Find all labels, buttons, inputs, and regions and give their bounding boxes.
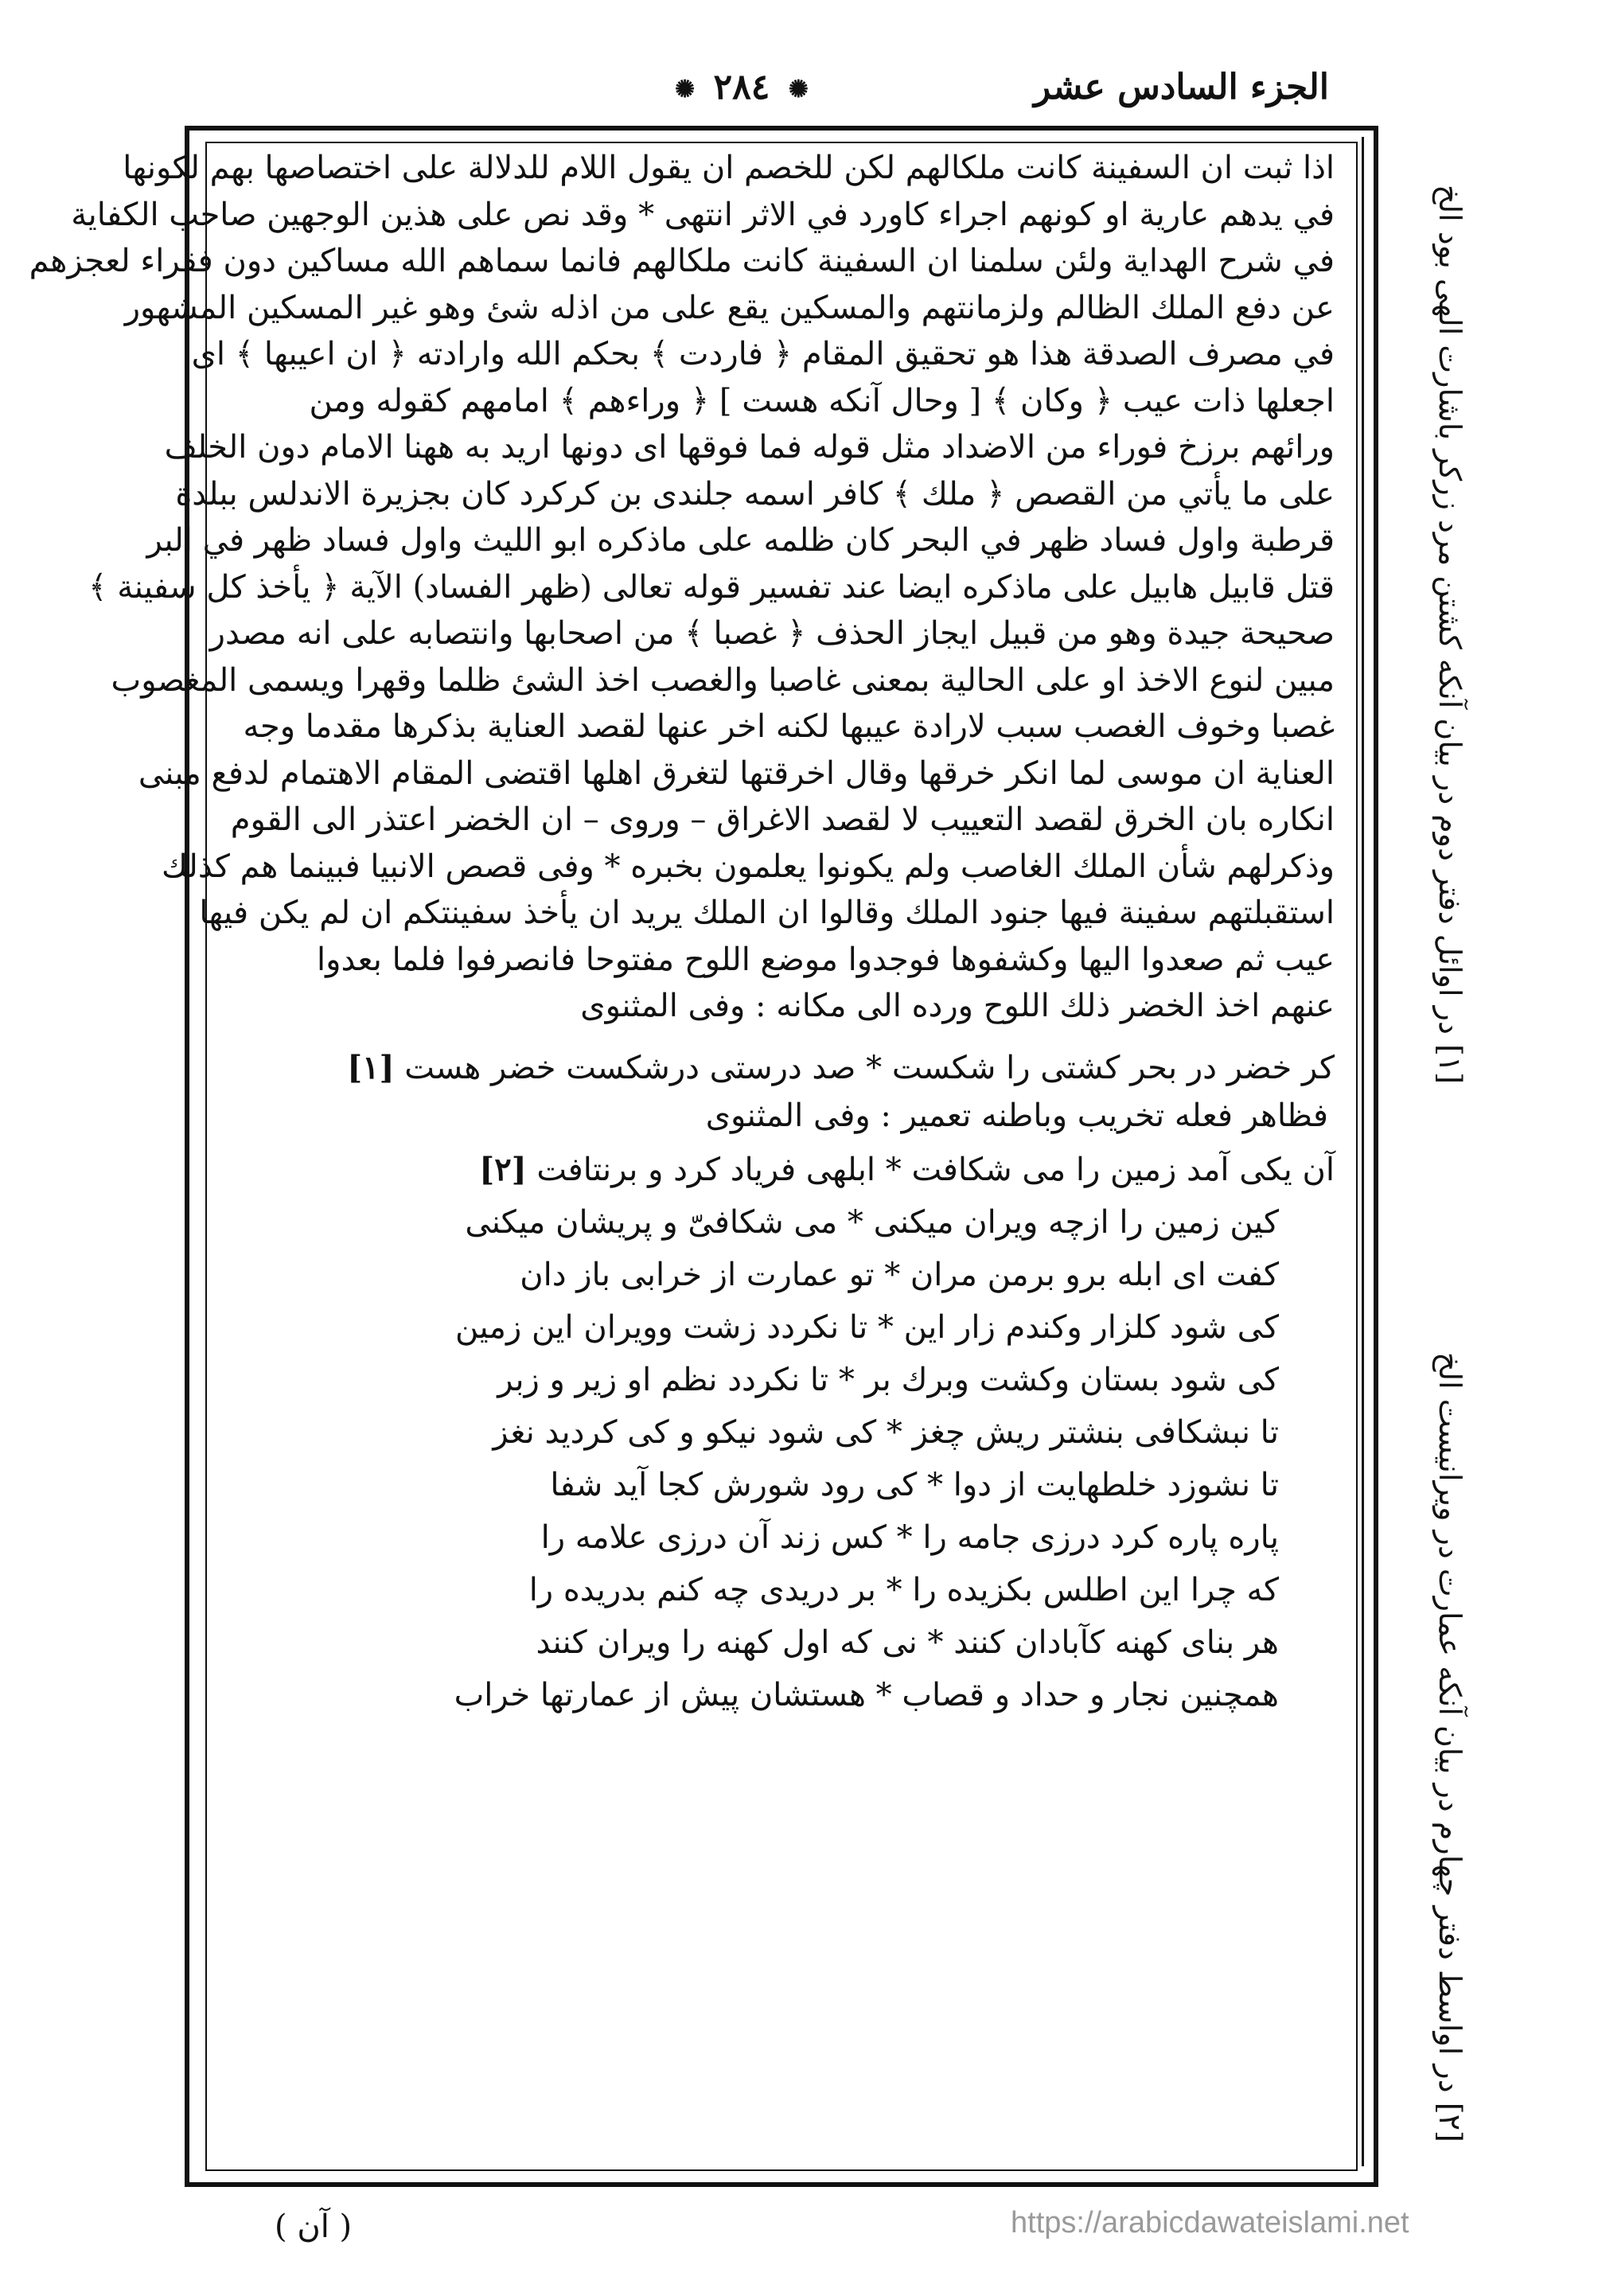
text-line: في يدهم عارية او كونهم اجراء كاورد في الاثر انتهى * وقد نص على هذين الوجهين صاحب الكفاية: [71, 196, 1335, 233]
verse-ref-marker: [٢]: [479, 1151, 527, 1188]
verse-line: كفت اى ابله برو برمن مران * تو عمارت از خرابى باز دان: [520, 1257, 1279, 1293]
verse-line: همچنين نجار و حداد و قصاب * هستشان پيش از عمارتها خراب: [454, 1677, 1279, 1713]
page-number-group: [668, 67, 815, 107]
text-line: غصبا وخوف الغصب سبب لارادة عيبها لكنه اخر عنها لقصد العناية بذكرها مقدما وجه: [243, 708, 1335, 745]
ornament-left-icon: ✺: [675, 76, 696, 103]
text-line: عن دفع الملك الظالم ولزمانتهم والمسكين يقع على من اذله شئ وهو غير المسكين المشهور: [124, 289, 1335, 326]
text-line: مبين لنوع الاخذ او على الحالية بمعنى غاصبا والغصب اخذ الشئ ظلما وقهرا ويسمى المغصوب: [111, 661, 1335, 699]
text-line: وذكرلهم شأن الملك الغاصب ولم يكونوا يعلمون بخبره * وفى قصص الانبيا فبينما هم كذلك: [161, 848, 1335, 885]
verse-line: كى شود بستان وكشت وبرك بر * تا نكردد نظم او زير و زبر: [497, 1362, 1279, 1398]
text-line: في شرح الهداية ولئن سلمنا ان السفينة كانت ملكالهم فانما سماهم الله مساكين دون فقراء لعجزهم: [29, 243, 1335, 279]
part-title: الجزء السادس عشر: [1033, 67, 1329, 107]
verse-line: پاره پاره كرد درزى جامه را * كس زند آن درزى علامه را: [540, 1519, 1279, 1556]
verse-text: آن يكى آمد زمين را مى شكافت * ابلهى فرياد كرد و برنتافت: [536, 1152, 1335, 1188]
verse-ref-marker: [١]: [347, 1049, 395, 1086]
text-line: قتل قابيل هابيل على ماذكره ايضا عند تفسير قوله تعالى (ظهر الفساد) الآية ﴿ يأخذ كل سفينة ﴾: [88, 568, 1335, 606]
verse-one: [220, 1044, 1335, 1140]
page-header: [159, 67, 1329, 123]
text-line: قرطبة واول فساد ظهر في البحر كان ظلمه على ماذكره ابو الليث واول فساد ظهر في البر: [146, 522, 1335, 559]
margin-note-1: [١] در اوائل دفتر دوم در بيان آنكه كشتن مرد زركر باشارت الهى بود الخ: [1432, 184, 1467, 1084]
watermark-link[interactable]: https://arabicdawateislami.net: [1011, 2206, 1409, 2239]
text-line: انكاره بان الخرق لقصد التعييب لا لقصد الاغراق – وروى – ان الخضر اعتذر الى القوم: [230, 801, 1335, 838]
text-line: اذا ثبت ان السفينة كانت ملكالهم لكن للخصم ان يقول اللام للدلالة على اختصاصها بهم لكونها: [123, 150, 1335, 186]
text-line: اجعلها ذات عيب ﴿ وكان ﴾ [ وحال آنكه هست ] ﴿ وراءهم ﴾ امامهم كقوله ومن: [309, 382, 1335, 419]
text-line: عيب ثم صعدوا اليها وكشفوها فوجدوا موضع اللوح مفتوحا فانصرفوا فلما بعدوا: [317, 941, 1335, 978]
main-text-column: [29, 137, 1364, 2166]
margin-note-2: [٢] در اواسط دفتر چهارم در بيان آنكه عمارت در ويرانيست الخ: [1432, 1352, 1467, 2142]
verse-line: [220, 1044, 1335, 1092]
verse-line: هر بناى كهنه كآبادان كنند * نى كه اول كهنه را ويران كنند: [536, 1624, 1279, 1661]
page-number: ٢٨٤: [713, 67, 770, 107]
text-line: استقبلتهم سفينة فيها جنود الملك وقالوا ان الملك يريد ان يأخذ سفينتكم ان لم يكن فيها: [199, 895, 1335, 931]
catchword: ( آن ): [275, 2208, 353, 2245]
verse-line: تا نبشكافى بنشتر ريش چغز * كى شود نيكو و كى كرديد نغز: [493, 1414, 1279, 1451]
text-line: على ما يأتي من القصص ﴿ ملك ﴾ كافر اسمه جلندى بن كركرد كان بجزيرة الاندلس ببلدة: [175, 475, 1335, 513]
verse-line: كين زمين را ازچه ويران ميكنى * مى شكافىّ و پريشان ميكنى: [465, 1204, 1279, 1241]
text-line: العناية ان موسى لما انكر خرقها وقال اخرقتها لتغرق اهلها اقتضى المقام الاهتمام لدفع مبنى: [138, 754, 1335, 792]
verse-line: كى شود كلزار وكندم زار اين * تا نكردد زشت وويران اين زمين: [455, 1309, 1279, 1346]
text-line: في مصرف الصدقة هذا هو تحقيق المقام ﴿ فاردت ﴾ بحكم الله وارادته ﴿ ان اعيبها ﴾ اى: [191, 336, 1335, 372]
verse-text: كر خضر در بحر كشتى را شكست * صد درستى درشكست خضر هست: [404, 1050, 1335, 1086]
text-line: عنهم اخذ الخضر ذلك اللوح ورده الى مكانه : وفى المثنوى: [580, 988, 1335, 1024]
commentary-text: [29, 145, 1335, 1030]
verse-two: [220, 1144, 1335, 1721]
verse-line: كه چرا اين اطلس بكزيده را * بر دريدى چه كنم بدريده را: [528, 1572, 1279, 1608]
verse-line: تا نشوزد خلطهايت از دوا * كى رود شورش كجا آيد شفا: [550, 1467, 1279, 1503]
text-line: ورائهم برزخ فوراء من الاضداد مثل قوله فما فوقها اى دونها اريد به ههنا الامام دون الخلف: [164, 429, 1335, 466]
text-line: صحيحة جيدة وهو من قبيل ايجاز الحذف ﴿ غصبا ﴾ من اصحابها وانتصابه على انه مصدر: [209, 615, 1335, 652]
bridge-line: فظاهر فعله تخريب وباطنه تعمير : وفى المثنوى: [705, 1097, 1328, 1134]
verse-line: [220, 1144, 1335, 1196]
ornament-right-icon: ✺: [788, 76, 809, 103]
margin-notes-column: [1389, 137, 1468, 2166]
